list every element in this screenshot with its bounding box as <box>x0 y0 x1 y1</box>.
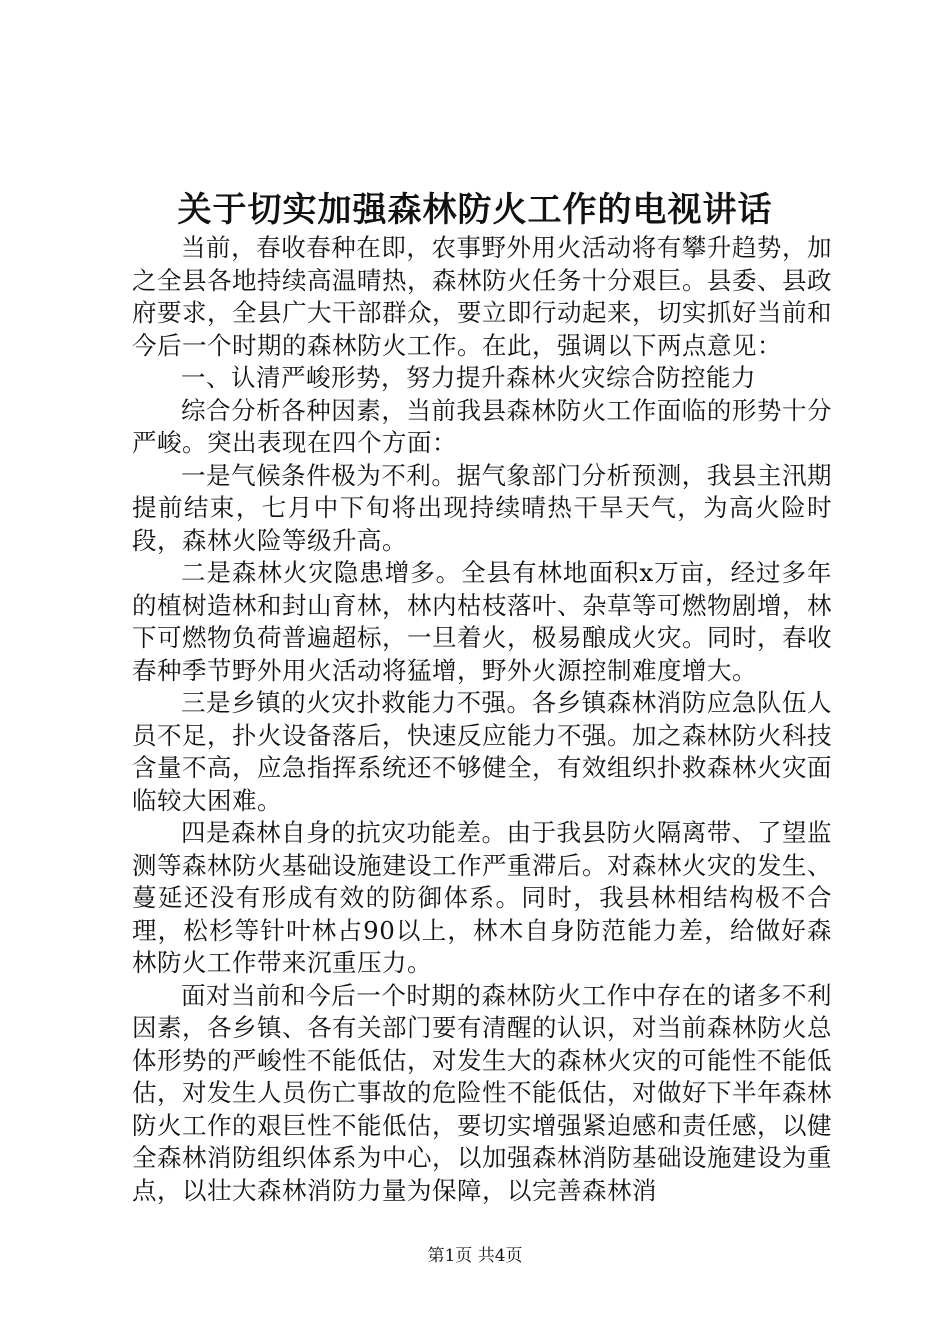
paragraph-point-4: 四是森林自身的抗灾功能差。由于我县防火隔离带、了望监测等森林防火基础设施建设工作严重滞后。对森林火灾的发生、蔓延还没有形成有效的防御体系。同时，我县林相结构极不合理，松杉等针叶林占90以上，林木自身防范能力差，给做好森林防火工作带来沉重压力。 <box>132 818 832 977</box>
section-heading-1: 一、认清严峻形势，努力提升森林火灾综合防控能力 <box>181 363 756 392</box>
paragraph-point-1: 一是气候条件极为不利。据气象部门分析预测，我县主汛期提前结束，七月中下旬将出现持续晴热干旱天气，为高火险时段，森林火险等级升高。 <box>132 460 832 555</box>
paragraph-conclusion: 面对当前和今后一个时期的森林防火工作中存在的诸多不利因素，各乡镇、各有关部门要有清醒的认识，对当前森林防火总体形势的严峻性不能低估，对发生大的森林火灾的可能性不能低估，对发生人员伤亡事故的危险性不能低估，对做好下半年森林防火工作的艰巨性不能低估，要切实增强紧迫感和责任感，以健全森林消防组织体系为中心，以加强森林消防基础设施建设为重点，以壮大森林消防力量为保障，以完善森林消 <box>132 980 832 1205</box>
paragraph-situation: 综合分析各种因素，当前我县森林防火工作面临的形势十分严峻。突出表现在四个方面： <box>132 395 832 457</box>
page-number: 第1页 共4页 <box>427 1246 523 1266</box>
document-body <box>132 232 832 1207</box>
paragraph-intro: 当前，春收春种在即，农事野外用火活动将有攀升趋势，加之全县各地持续高温晴热，森林防火任务十分艰巨。县委、县政府要求，全县广大干部群众，要立即行动起来，切实抓好当前和今后一个时期的森林防火工作。在此，强调以下两点意见： <box>132 233 832 360</box>
paragraph-point-3: 三是乡镇的火灾扑救能力不强。各乡镇森林消防应急队伍人员不足，扑火设备落后，快速反应能力不强。加之森林防火科技含量不高，应急指挥系统还不够健全，有效组织扑救森林火灾面临较大困难。 <box>132 688 832 815</box>
document-title: 关于切实加强森林防火工作的电视讲话 <box>177 190 773 230</box>
paragraph-point-2: 二是森林火灾隐患增多。全县有林地面积x万亩，经过多年的植树造林和封山育林，林内枯枝落叶、杂草等可燃物剧增，林下可燃物负荷普遍超标，一旦着火，极易酿成火灾。同时，春收春种季节野外用火活动将猛增，野外火源控制难度增大。 <box>132 558 832 685</box>
